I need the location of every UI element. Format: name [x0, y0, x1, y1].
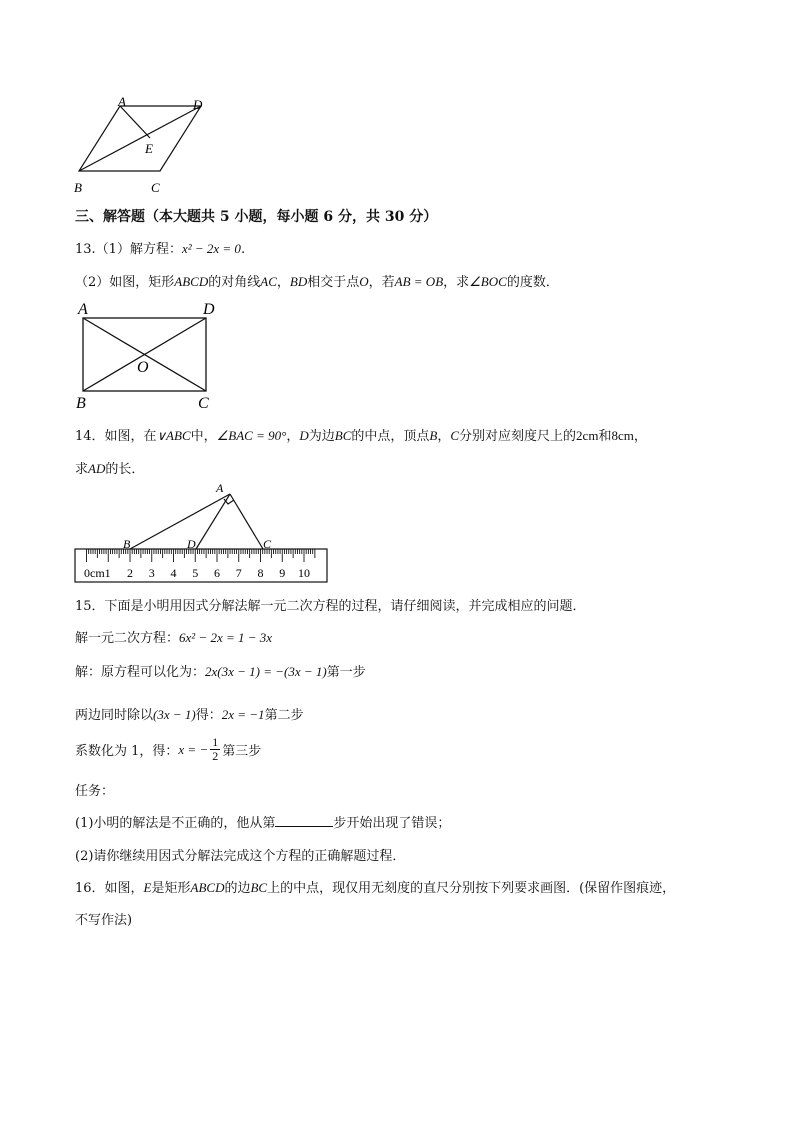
label-B: B: [123, 537, 131, 551]
label-C: C: [263, 537, 272, 551]
q13-text: 相交于点: [307, 275, 360, 290]
ruler-number: 10: [298, 566, 310, 580]
q15-step2-tag: 第二步: [264, 708, 304, 723]
q14-point-c: C: [450, 428, 460, 443]
label-D: D: [187, 537, 196, 551]
side-AB: [130, 494, 230, 549]
label-O: O: [137, 359, 149, 376]
answer-blank[interactable]: [275, 814, 333, 827]
right-angle-mark: [224, 499, 234, 504]
ruler-start-label: 0cm1: [84, 566, 111, 580]
q15-step3-lhs: x = −: [178, 741, 209, 757]
q13-condition: AB = OB: [394, 274, 444, 289]
q15-step3-fraction: [210, 736, 220, 763]
q14-segment-ad: AD: [88, 461, 106, 476]
q14-value-8cm: 8cm: [611, 428, 634, 443]
label-D: D: [203, 301, 215, 318]
q15-task-label: 任务：: [75, 784, 115, 799]
q14-text: 求: [75, 462, 89, 477]
q14-text: ，: [286, 429, 300, 444]
q15-step1: [75, 661, 366, 680]
ruler-number: 5: [192, 566, 199, 580]
q13-part2: [75, 271, 559, 290]
label-A: A: [216, 481, 224, 495]
q15-step2-equation: 2x = −1: [221, 707, 265, 722]
label-A: A: [78, 301, 88, 318]
q13-diagonal-ac: AC: [260, 274, 277, 289]
q15-task1: [75, 812, 450, 831]
q14-triangle: ∨ABC: [156, 428, 191, 443]
fraction-denominator: 2: [212, 749, 219, 763]
rectangle-figure: [70, 297, 230, 413]
q13-text: 的对角线: [208, 275, 261, 290]
q16-text: 16．如图，: [75, 881, 144, 896]
label-B: B: [76, 395, 86, 412]
ruler-number: 8: [257, 566, 264, 580]
q13-text: ，若: [368, 275, 395, 290]
ruler-number: 6: [214, 566, 220, 580]
q15-intro: 15．下面是小明用因式分解法解一元二次方程的过程，请仔细阅读，并完成相应的问题．: [75, 599, 586, 614]
q15-problem-label: 解一元二次方程：: [75, 631, 180, 646]
q14-point-d: D: [299, 428, 309, 443]
ruler-number: 7: [235, 566, 242, 580]
ruler-triangle-figure: [70, 478, 340, 588]
q15-step2: [75, 704, 304, 723]
q14-value-2cm: 2cm: [576, 428, 599, 443]
q16-line1: [75, 877, 675, 896]
q13-part1-prefix: 13.（1）解方程：: [75, 242, 182, 257]
q14-text: ，: [633, 429, 647, 444]
q14-text: 的长．: [105, 462, 145, 477]
q14-text: 的中点，顶点: [351, 429, 430, 444]
ruler-number: 2: [127, 566, 133, 580]
label-B: B: [74, 180, 82, 195]
q14-text: ，: [437, 429, 451, 444]
q15-step1-label: 解：原方程可以化为：: [75, 665, 206, 680]
q15-step2-factor: (3x − 1): [153, 707, 196, 722]
q15-step1-equation: 2x(3x − 1) = −(3x − 1): [205, 664, 327, 679]
q15-task1-text: 步开始出现了错误；: [333, 816, 451, 831]
ruler-number: 9: [279, 566, 286, 580]
q14-line2: [75, 458, 144, 477]
label-D: D: [193, 97, 203, 112]
q16-rect-name: ABCD: [190, 880, 225, 895]
side-AC: [230, 494, 263, 549]
q14-angle: ∠BAC = 90°: [216, 428, 287, 443]
q14-text: 为边: [308, 429, 335, 444]
q14-point-b: B: [429, 428, 438, 443]
q13-point-o: O: [359, 274, 369, 289]
q13-text: （2）如图，矩形: [75, 275, 175, 290]
q14-text: 14．如图，在: [75, 429, 157, 444]
q15-problem: [75, 627, 272, 646]
median-AD: [196, 494, 230, 549]
q13-angle: ∠BOC: [469, 274, 507, 289]
q14-text: 和: [598, 429, 612, 444]
q15-task2: (2)请你继续用因式分解法完成这个方程的正确解题过程．: [75, 849, 406, 864]
parallelogram-figure: [68, 95, 218, 201]
section-heading: 三、解答题（本大题共 5 小题，每小题 6 分，共 30 分）: [75, 209, 438, 225]
q15-problem-equation: 6x² − 2x = 1 − 3x: [179, 630, 273, 645]
fraction-numerator: 1: [212, 735, 219, 749]
label-C: C: [198, 395, 209, 412]
q15-step3: [75, 736, 261, 763]
q15-step2-text: 两边同时除以: [75, 708, 154, 723]
q16-text: 上的中点，现仅用无刻度的直尺分别按下列要求画图．(保留作图痕迹，: [267, 881, 676, 896]
q16-line2: 不写作法): [75, 913, 133, 928]
q14-text: 分别对应刻度尺上的: [459, 429, 577, 444]
q14-side-bc: BC: [334, 428, 352, 443]
q13-period: .: [240, 242, 246, 257]
label-C: C: [151, 180, 160, 195]
q13-equation: x² − 2x = 0: [181, 241, 241, 256]
segment-AE: [120, 106, 150, 138]
q16-point-e: E: [143, 880, 152, 895]
q15-task1-text: (1)小明的解法是不正确的，他从第: [75, 816, 276, 831]
q13-rect-name: ABCD: [174, 274, 209, 289]
q15-step3-tag: 第三步: [222, 744, 262, 759]
q16-side-bc: BC: [250, 880, 268, 895]
diagonal-BD: [79, 106, 201, 171]
q14-line1: [75, 425, 647, 444]
q13-diagonal-bd: BD: [289, 274, 308, 289]
ruler-number: 4: [170, 566, 177, 580]
label-E: E: [145, 141, 153, 156]
q13-text: ，求: [443, 275, 470, 290]
q15-step1-tag: 第一步: [326, 665, 366, 680]
ruler-number: 3: [148, 566, 155, 580]
q15-step3-label: 系数化为 1，得：: [75, 744, 179, 759]
q14-text: 中，: [190, 429, 217, 444]
q16-text: 是矩形: [151, 881, 191, 896]
q13-text: 的度数．: [506, 275, 559, 290]
q13-part1: [75, 238, 245, 257]
q13-text: ，: [276, 275, 290, 290]
q15-step2-text: 得：: [195, 708, 222, 723]
q16-text: 的边: [224, 881, 251, 896]
label-A: A: [118, 95, 126, 109]
